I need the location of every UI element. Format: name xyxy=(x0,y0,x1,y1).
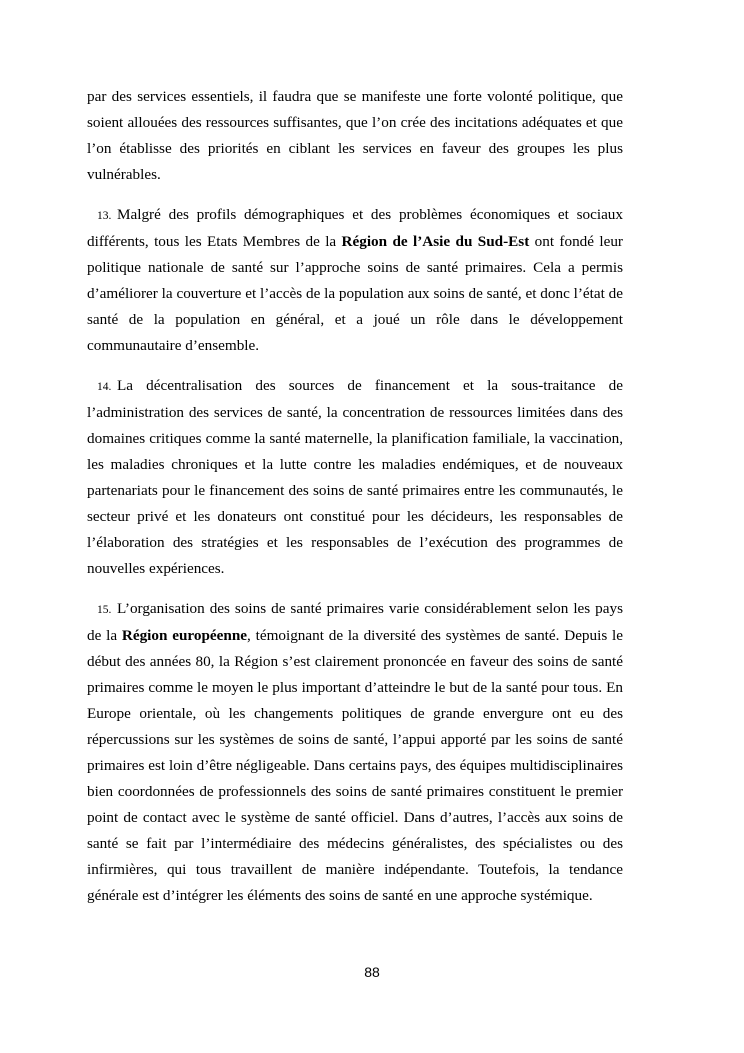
paragraph-text: La décentralisation des sources de financement et la sous-traitance de l’administration des services de santé, la concentration de ressources limitées dans des domaines critiques comme la santé maternelle, la planification familiale, la vaccination, les maladies chroniques et la lutte contre les maladies endémiques, et de nouveaux partenariats pour le financement des soins de santé primaires entre les communautés, le secteur privé et les donateurs ont constitué pour les décideurs, les responsables de l’élaboration des stratégies et les responsables de l’exécution des programmes de nouvelles expériences. xyxy=(87,377,623,577)
region-name-bold: Région européenne xyxy=(121,627,248,644)
region-name-bold: Région de l’Asie du Sud-Est xyxy=(341,233,530,250)
paragraph-number: 14. xyxy=(97,381,112,393)
paragraph-text: par des services essentiels, il faudra que se manifeste une forte volonté politique, que soient allouées des ressources suffisantes, que l’on crée des incitations adéquates et que l’on établisse des priorités en ciblant les services en faveur des groupes les plus vulnérables. xyxy=(87,88,623,183)
paragraph-14 xyxy=(87,373,623,582)
paragraph-13 xyxy=(87,202,623,359)
paragraph-number: 13. xyxy=(97,210,112,222)
document-body xyxy=(87,84,623,923)
paragraph-number: 15. xyxy=(97,604,112,616)
paragraph-text: ont fondé leur politique nationale de santé sur l’approche soins de santé primaires. Cela a permis d’améliorer la couverture et l’accès de la population aux soins de santé, et donc l’état de santé de la population en général, et a joué un rôle dans le développement communautaire d’ensemble. xyxy=(87,233,623,354)
paragraph-text: Malgré des profils démographiques et des problèmes économiques et sociaux différents, tous les Etats Membres de la xyxy=(87,206,623,250)
paragraph-text: L’organisation des soins de santé primaires varie considérablement selon les pays de la xyxy=(87,600,623,644)
paragraph-text: , témoignant de la diversité des systèmes de santé. Depuis le début des années 80, la Région s’est clairement prononcée en faveur des soins de santé primaires comme le moyen le plus important d’atteindre le but de la santé pour tous. En Europe orientale, où les changements politiques de grande envergure ont eu des répercussions sur les systèmes de soins de santé, l’appui apporté par les soins de santé primaires est loin d’être négligeable. Dans certains pays, des équipes multidisciplinaires bien coordonnées de professionnels des soins de santé primaires constituent le premier point de contact avec le système de santé officiel. Dans d’autres, l’accès aux soins de santé se fait par l’intermédiaire des médecins généralistes, des spécialistes ou des infirmières, qui tous travaillent de manière indépendante. Toutefois, la tendance générale est d’intégrer les éléments des soins de santé en une approche systémique. xyxy=(87,627,623,904)
page-number: 88 xyxy=(364,964,380,980)
paragraph-continuation xyxy=(87,84,623,188)
paragraph-15 xyxy=(87,596,623,909)
